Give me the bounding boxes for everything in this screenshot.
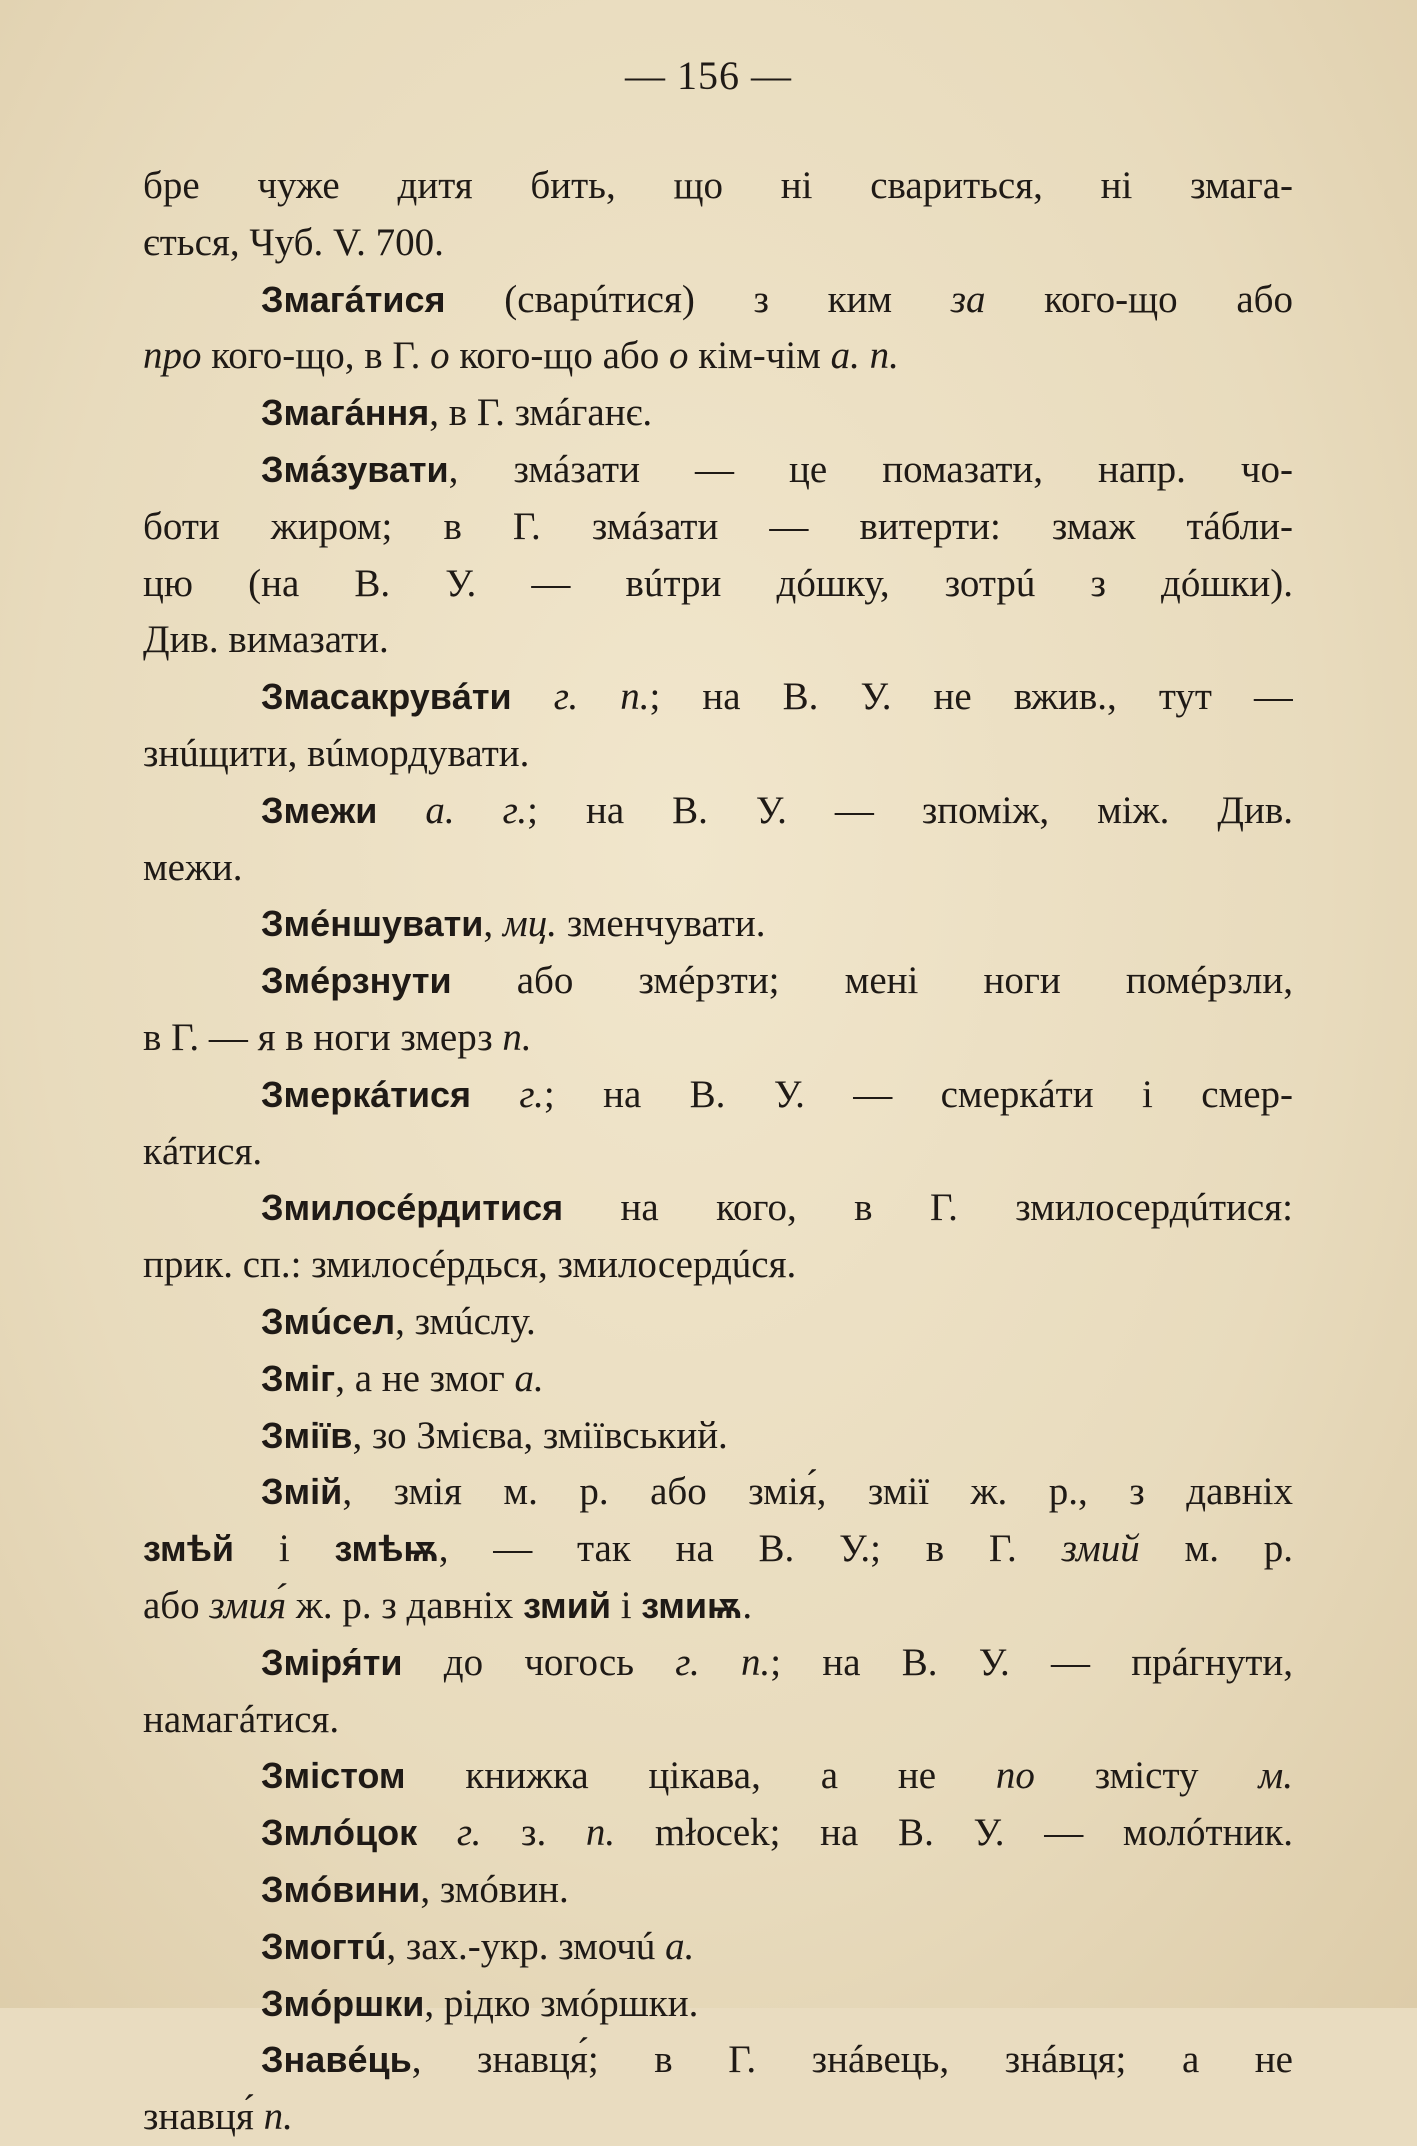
italic-abbreviation: а. п. <box>830 334 899 378</box>
text-line <box>143 272 1293 329</box>
old-form: змиѭ <box>641 1584 743 1626</box>
text-run <box>417 1811 457 1854</box>
text-run: межи. <box>143 845 243 889</box>
headword: Змéрзнути <box>261 960 452 1002</box>
text-run: . <box>742 1583 753 1627</box>
text-line <box>143 840 1293 897</box>
italic-abbreviation: г. <box>519 1072 544 1116</box>
text-run: боти жиром; в Г. змáзати — витерти: змаж тáбли- <box>143 504 1293 548</box>
text-run: , — так на В. У.; в Г. <box>438 1527 1062 1571</box>
text-run: до чогось <box>402 1640 676 1684</box>
text-run: змісту <box>1034 1754 1259 1798</box>
headword: Змогтú <box>261 1925 387 1967</box>
text-run: , змóвин. <box>420 1867 569 1911</box>
text-run: , зах.-укр. змочú <box>386 1924 666 1968</box>
text-run: намагáтися. <box>143 1697 340 1741</box>
italic-abbreviation: п. <box>263 2095 293 2139</box>
text-run: ; на В. У. — зпоміж, між. Див. <box>527 788 1293 832</box>
headword: Змежи <box>261 789 378 831</box>
text-run: кого-що, в Г. <box>201 334 431 378</box>
text-line <box>143 669 1293 726</box>
italic-abbreviation: за <box>950 277 986 321</box>
italic-abbreviation: о <box>430 334 450 378</box>
headword: Знавéць <box>261 2039 412 2081</box>
italic-abbreviation: змий <box>1061 1527 1140 1571</box>
italic-abbreviation: г. <box>456 1811 482 1855</box>
text-line <box>143 612 1293 669</box>
italic-abbreviation: г. п. <box>675 1640 771 1684</box>
italic-abbreviation: мц. <box>502 902 558 946</box>
text-run: (сварúтися) з ким <box>445 277 951 321</box>
text-run: ; на В. У. — смеркáти і смер- <box>543 1072 1293 1116</box>
headword: Змилосéрдитися <box>261 1187 564 1229</box>
page-number: — 156 — <box>625 53 792 98</box>
italic-abbreviation: а. <box>514 1356 544 1400</box>
text-run: зменчувати. <box>557 902 766 946</box>
text-run: , рідко змóршки. <box>424 1981 699 2025</box>
text-run: , змáзати — це помазати, напр. чо- <box>448 447 1293 491</box>
text-run: кого-що або <box>449 334 669 378</box>
headword: Зміїв <box>261 1414 353 1456</box>
headword: Зміг <box>261 1357 336 1399</box>
text-line <box>143 385 1293 442</box>
text-run: , <box>483 902 503 946</box>
italic-abbreviation: а. г. <box>425 788 528 832</box>
text-run <box>377 789 425 832</box>
text-line <box>143 1408 1293 1465</box>
headword: Змагáтися <box>261 278 446 320</box>
text-line <box>143 896 1293 953</box>
text-run: бре чуже дитя бить, що ні свариться, ні змага- <box>143 164 1293 207</box>
italic-abbreviation: п. <box>502 1015 532 1059</box>
old-form: змѣй <box>143 1528 235 1570</box>
italic-abbreviation: по <box>995 1754 1035 1798</box>
text-line <box>143 442 1293 499</box>
text-run: , а не змог <box>335 1356 515 1400</box>
text-line <box>143 953 1293 1010</box>
text-run <box>471 1073 519 1116</box>
headword: Змéншувати <box>261 903 484 945</box>
text-line <box>143 1692 1293 1749</box>
text-line <box>143 1124 1293 1181</box>
text-line <box>143 1010 1293 1067</box>
text-run: в Г. — я в ноги змерз <box>143 1015 503 1059</box>
text-run: młocek; на В. У. — молóтник. <box>615 1811 1293 1855</box>
text-run: або змéрзти; мені ноги помéрзли, <box>451 959 1293 1003</box>
text-line <box>143 1635 1293 1692</box>
text-run: або <box>143 1583 210 1627</box>
text-run: кім-чім <box>688 334 831 378</box>
italic-abbreviation: м. <box>1258 1754 1293 1798</box>
text-line <box>143 1351 1293 1408</box>
headword: Змóршки <box>261 1982 425 2024</box>
headword: Змістом <box>261 1755 406 1797</box>
italic-abbreviation: г. п. <box>553 675 650 719</box>
text-line <box>143 158 1293 215</box>
italic-abbreviation: а. <box>665 1924 695 1968</box>
headword: Змлóцок <box>261 1812 418 1854</box>
italic-abbreviation: о <box>669 334 689 378</box>
text-line <box>143 2089 1293 2146</box>
text-line <box>143 726 1293 783</box>
text-run: прик. сп.: змилосéрдься, змилосердúся. <box>143 1243 797 1287</box>
italic-abbreviation: про <box>143 334 202 378</box>
text-run: , знавця́; в Г. знáвець, знáвця; а не <box>411 2038 1293 2082</box>
headword: Змóвини <box>261 1868 421 1910</box>
text-run: м. р. <box>1139 1527 1293 1571</box>
text-run: ; на В. У. не вжив., тут — <box>649 675 1293 719</box>
text-run <box>512 675 554 718</box>
text-line <box>143 1521 1293 1578</box>
text-run: кáтися. <box>143 1129 263 1173</box>
italic-abbreviation: змия́ <box>209 1583 287 1627</box>
text-line <box>143 2032 1293 2089</box>
text-run: і <box>610 1583 642 1627</box>
text-run: ж. р. з давніх <box>286 1583 524 1627</box>
text-run: і <box>234 1527 335 1571</box>
text-run: кого-що або <box>985 277 1293 321</box>
text-line <box>143 499 1293 556</box>
text-line <box>143 1237 1293 1294</box>
text-run: , змúслу. <box>395 1299 536 1343</box>
text-run: , змія м. р. або змія́, змії ж. р., з давніх <box>342 1470 1293 1514</box>
old-form: змий <box>523 1584 611 1626</box>
text-line <box>143 1805 1293 1862</box>
headword: Змáзувати <box>261 448 449 490</box>
text-line <box>143 1919 1293 1976</box>
text-run: Див. вимазати. <box>143 618 389 662</box>
dictionary-text <box>143 158 1293 2146</box>
text-run: , зо Змієва, зміївський. <box>352 1413 728 1457</box>
headword: Зміря́ти <box>261 1641 403 1683</box>
text-line <box>143 1294 1293 1351</box>
text-run: книжка цікава, а не <box>405 1754 996 1798</box>
old-form: змѣѭ <box>334 1528 439 1570</box>
headword: Змúсел <box>261 1300 396 1342</box>
text-line <box>143 783 1293 840</box>
text-line <box>143 1748 1293 1805</box>
text-run: знúщити, вúмордувати. <box>143 731 530 775</box>
headword: Змій <box>261 1471 343 1513</box>
text-run: ; на В. У. — прáгнути, <box>770 1640 1293 1684</box>
text-line <box>143 1067 1293 1124</box>
text-run: на кого, в Г. змилосердúтися: <box>563 1186 1293 1230</box>
text-run: з. <box>481 1811 586 1855</box>
headword: Змеркáтися <box>261 1073 472 1115</box>
text-line <box>143 1180 1293 1237</box>
text-line <box>143 1578 1293 1635</box>
text-run: цю (на В. У. — вúтри дóшку, зотрú з дóшки). <box>143 561 1293 605</box>
text-line <box>143 1976 1293 2033</box>
text-run: , в Г. змáганє. <box>429 391 653 435</box>
text-line <box>143 1464 1293 1521</box>
text-line <box>143 556 1293 613</box>
text-line <box>143 1862 1293 1919</box>
text-line <box>143 215 1293 272</box>
headword: Змасакрувáти <box>261 676 512 718</box>
text-run: ється, Чуб. V. 700. <box>143 220 444 264</box>
text-line <box>143 328 1293 385</box>
italic-abbreviation: п. <box>585 1811 616 1855</box>
text-run: знавця́ <box>143 2095 264 2139</box>
headword: Змагáння <box>261 392 430 434</box>
